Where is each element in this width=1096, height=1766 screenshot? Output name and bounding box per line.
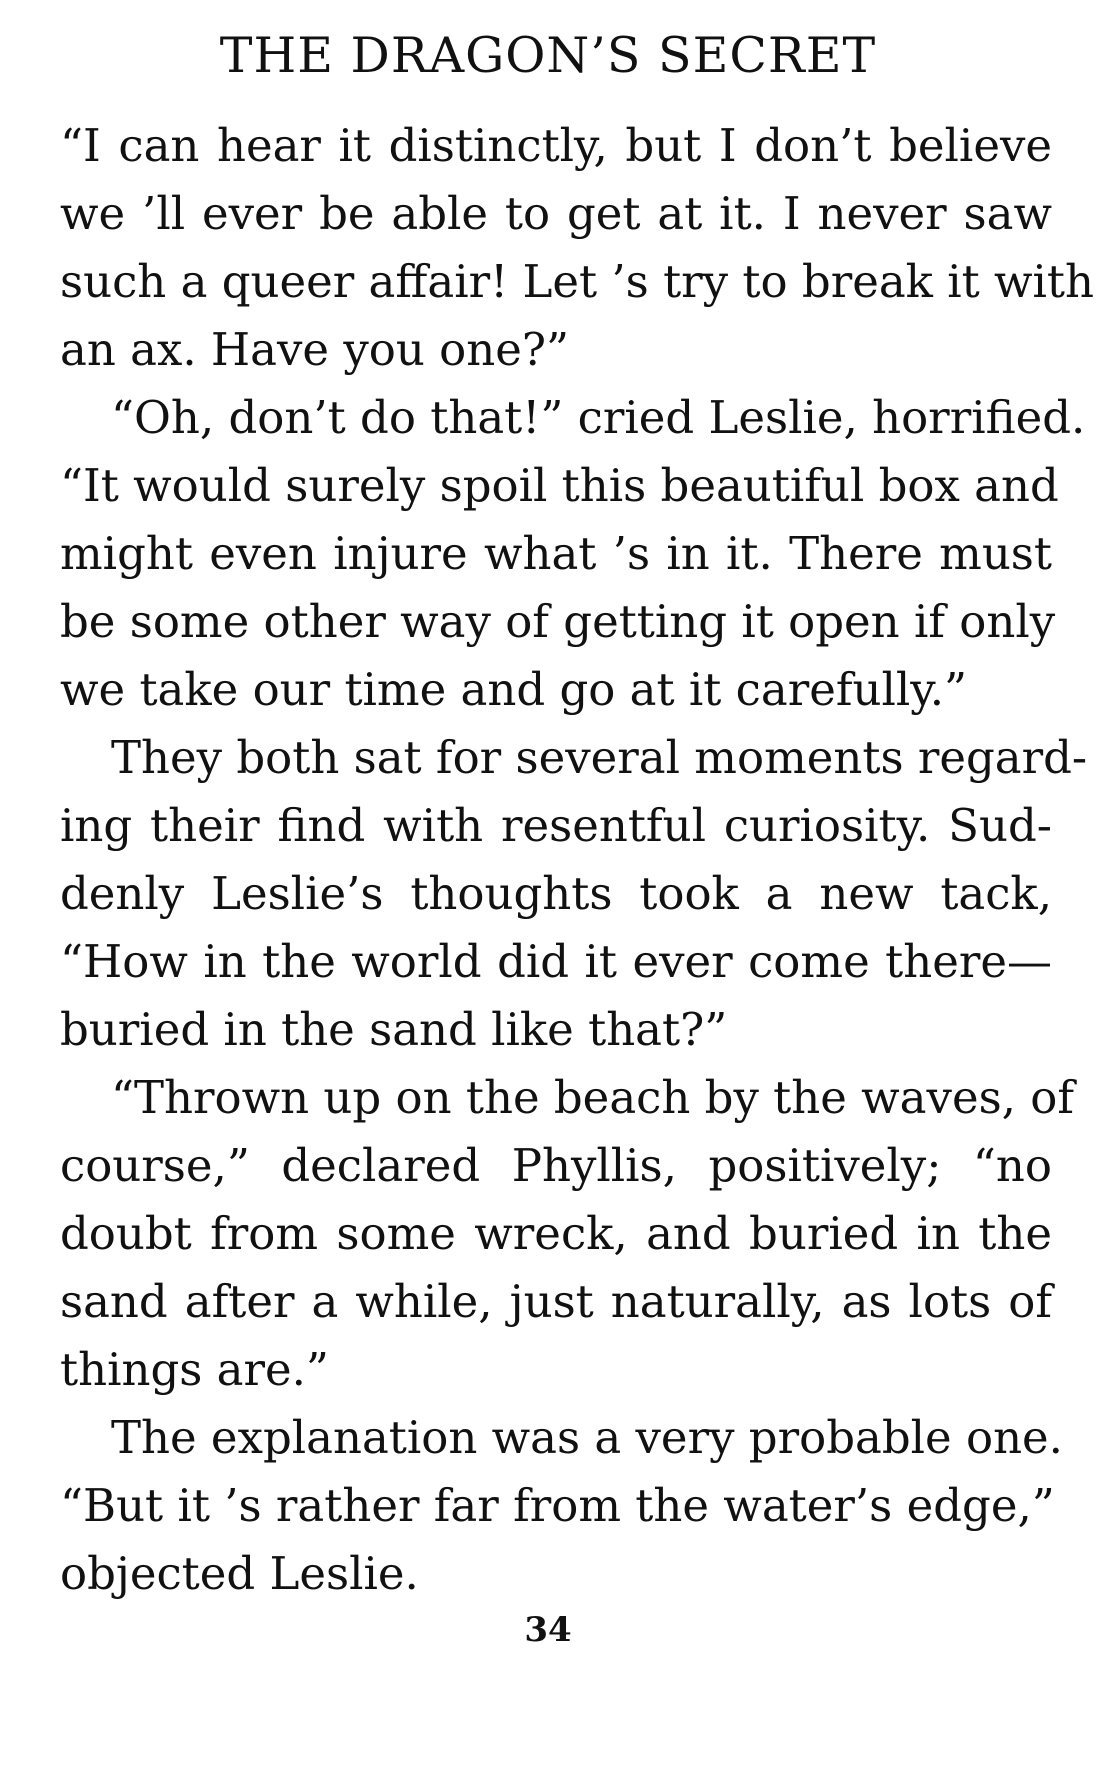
body-text xyxy=(60,112,1094,1608)
text-line: might even injure what ’s in it. There must xyxy=(60,527,1052,580)
text-line: we take our time and go at it carefully.” xyxy=(60,663,968,716)
text-line: “Thrown up on the beach by the waves, of xyxy=(111,1071,1075,1124)
text-line: course,” declared Phyllis, positively; “no xyxy=(60,1139,1052,1192)
text-line: such a queer affair! Let ’s try to break it with xyxy=(60,255,1094,308)
text-line: “But it ’s rather far from the water’s edge,” xyxy=(60,1479,1055,1532)
text-line: “It would surely spoil this beautiful box and xyxy=(60,459,1059,512)
text-line: The explanation was a very probable one. xyxy=(111,1411,1063,1464)
text-line: sand after a while, just naturally, as lots of xyxy=(60,1275,1052,1328)
text-line: we ’ll ever be able to get at it. I never saw xyxy=(60,187,1052,240)
page-number: 34 xyxy=(524,1610,572,1650)
text-line: objected Leslie. xyxy=(60,1547,419,1600)
text-line: They both sat for several moments regard- xyxy=(111,731,1088,784)
text-line: buried in the sand like that?” xyxy=(60,1003,728,1056)
text-line: be some other way of getting it open if only xyxy=(60,595,1056,648)
text-line: denly Leslie’s thoughts took a new tack, xyxy=(60,867,1052,920)
text-line: “I can hear it distinctly, but I don’t believe xyxy=(60,119,1052,172)
text-line: “How in the world did it ever come there— xyxy=(60,935,1052,988)
text-line: doubt from some wreck, and buried in the xyxy=(60,1207,1052,1260)
text-line: “Oh, don’t do that!” cried Leslie, horrified. xyxy=(111,391,1086,444)
text-line: an ax. Have you one?” xyxy=(60,323,569,376)
text-line: things are.” xyxy=(60,1343,329,1396)
running-head: THE DRAGON’S SECRET xyxy=(219,27,877,84)
text-line: ing their find with resentful curiosity. Sud- xyxy=(60,799,1052,852)
